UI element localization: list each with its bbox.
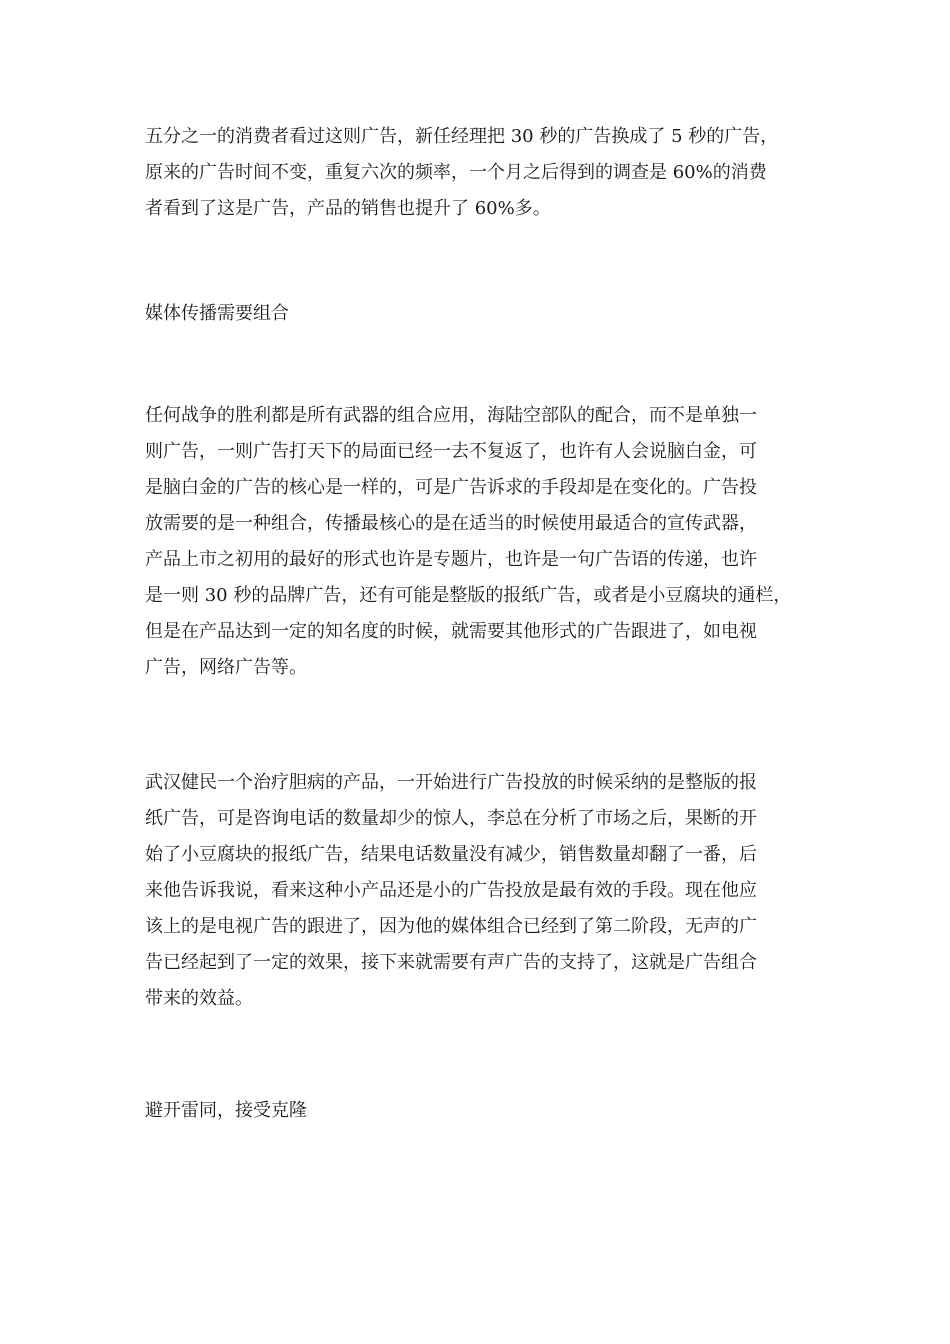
text-line: 广告，网络广告等。 [145,657,307,678]
section-heading-media-combination: 媒体传播需要组合 [145,303,289,324]
text-line: 该上的是电视广告的跟进了，因为他的媒体组合已经到了第二阶段，无声的广 [145,916,757,937]
text-line: 来他告诉我说，看来这种小产品还是小的广告投放是最有效的手段。现在他应 [145,880,757,901]
text-line: 是一则 30 秒的品牌广告，还有可能是整版的报纸广告，或者是小豆腐块的通栏， [145,585,792,606]
text-line: 则广告，一则广告打天下的局面已经一去不复返了，也许有人会说脑白金，可 [145,441,757,462]
text-line: 纸广告，可是咨询电话的数量却少的惊人，李总在分析了市场之后，果断的开 [145,808,757,829]
text-line: 任何战争的胜利都是所有武器的组合应用，海陆空部队的配合，而不是单独一 [145,405,757,426]
text-line: 者看到了这是广告，产品的销售也提升了 60%多。 [145,198,551,219]
text-line: 但是在产品达到一定的知名度的时候，就需要其他形式的广告跟进了，如电视 [145,621,757,642]
text-line: 始了小豆腐块的报纸广告，结果电话数量没有减少，销售数量却翻了一番，后 [145,844,757,865]
text-line: 原来的广告时间不变，重复六次的频率，一个月之后得到的调查是 60%的消费 [145,162,767,183]
paragraph-wuhan-jianmin-case [145,765,810,1017]
text-line: 是脑白金的广告的核心是一样的，可是广告诉求的手段却是在变化的。广告投 [145,477,757,498]
section-heading-avoid-similarity: 避开雷同，接受克隆 [145,1100,307,1121]
text-line: 放需要的是一种组合，传播最核心的是在适当的时候使用最适合的宣传武器， [145,513,757,534]
text-line: 产品上市之初用的最好的形式也许是专题片，也许是一句广告语的传递，也许 [145,549,757,570]
paragraph-weapon-combination [145,398,810,686]
text-line: 五分之一的消费者看过这则广告，新任经理把 30 秒的广告换成了 5 秒的广告， [145,126,779,147]
paragraph-ad-frequency [145,119,810,227]
text-line: 带来的效益。 [145,988,253,1009]
text-line: 告已经起到了一定的效果，接下来就需要有声广告的支持了，这就是广告组合 [145,952,757,973]
text-line: 武汉健民一个治疗胆病的产品，一开始进行广告投放的时候采纳的是整版的报 [145,772,757,793]
